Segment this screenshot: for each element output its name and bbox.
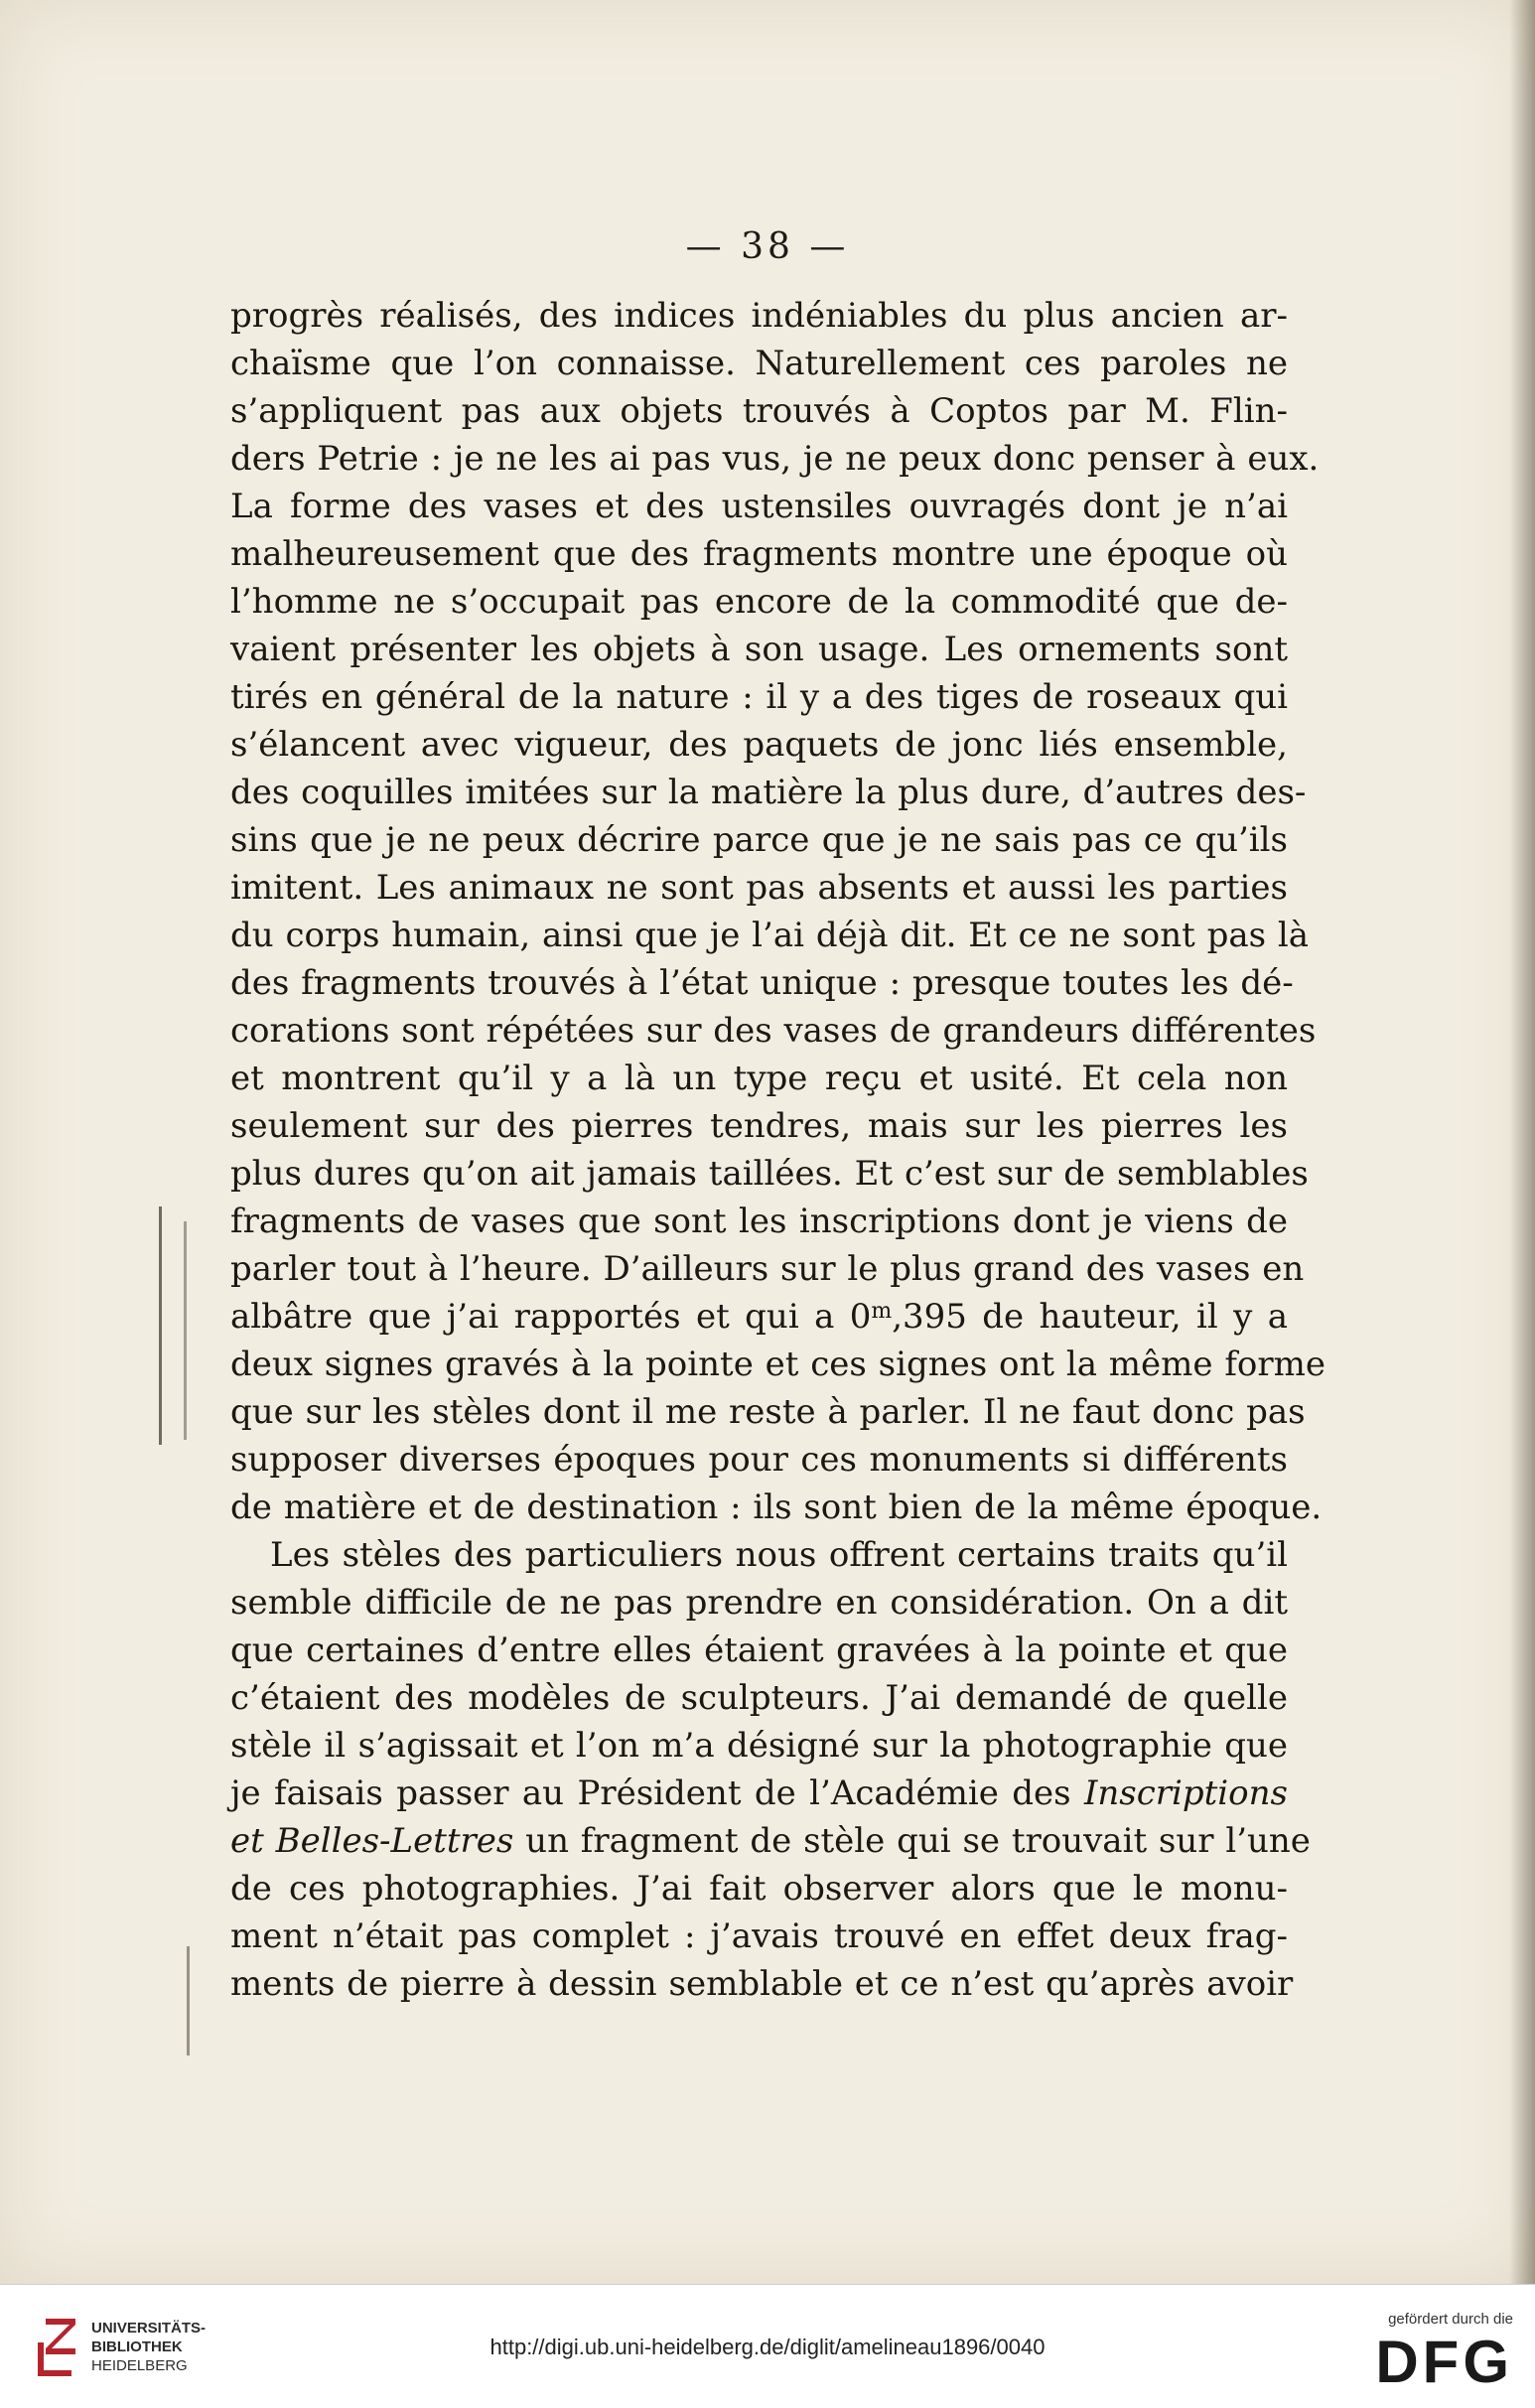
text-line: des fragments trouvés à l’état unique : presque toutes les dé- <box>230 963 1294 1003</box>
text-line: parler tout à l’heure. D’ailleurs sur le plus grand des vases en <box>230 1249 1305 1289</box>
text-line: ment n’était pas complet : j’avais trouvé en effet deux frag- <box>230 1916 1288 1956</box>
text-line: fragments de vases que sont les inscriptions dont je viens de <box>230 1202 1288 1241</box>
text-line-italic <box>230 1770 1288 1817</box>
text-line: supposer diverses époques pour ces monuments si différents <box>230 1440 1288 1480</box>
text-line: imitent. Les animaux ne sont pas absents et aussi les parties <box>230 868 1288 908</box>
text-line: l’homme ne s’occupait pas encore de la commodité que de- <box>230 582 1288 622</box>
italic-title-part1: Inscriptions <box>1083 1773 1288 1813</box>
measurement-pre: albâtre que j’ai rapportés et qui a 0 <box>230 1297 872 1337</box>
text-line: des coquilles imitées sur la matière la plus dure, d’autres des- <box>230 773 1307 812</box>
text-line: corations sont répétées sur des vases de grandeurs différentes <box>230 1011 1317 1051</box>
margin-pencil-mark <box>159 1206 162 1445</box>
page-edge-shadow <box>1509 0 1535 2284</box>
text-line: et montrent qu’il y a là un type reçu et usité. Et cela non <box>230 1059 1288 1098</box>
permalink-url[interactable]: http://digi.ub.uni-heidelberg.de/diglit/amelineau1896/0040 <box>489 2335 1046 2359</box>
measurement-post: ,395 de hauteur, il y a <box>892 1297 1288 1337</box>
text-line: que sur les stèles dont il me reste à parler. Il ne faut donc pas <box>230 1392 1306 1432</box>
text-line: seulement sur des pierres tendres, mais sur les pierres les <box>230 1106 1288 1146</box>
text-line: c’étaient des modèles de sculpteurs. J’ai demandé de quelle <box>230 1678 1288 1718</box>
library-name-line3: HEIDELBERG <box>91 2357 188 2374</box>
italic-line-post: un fragment de stèle qui se trouvait sur l’une <box>513 1821 1311 1861</box>
funding-note: gefördert durch die <box>1388 2311 1513 2328</box>
italic-title-part2: et Belles-Lettres <box>230 1821 514 1861</box>
library-name-line2: BIBLIOTHEK <box>91 2338 183 2355</box>
text-line: du corps humain, ainsi que je l’ai déjà dit. Et ce ne sont pas là <box>230 916 1310 955</box>
text-line: s’élancent avec vigueur, des paquets de jonc liés ensemble, <box>230 725 1288 765</box>
text-line-paragraph-start: Les stèles des particuliers nous offrent certains traits qu’il <box>270 1535 1288 1575</box>
text-line: plus dures qu’on ait jamais taillées. Et c’est sur de semblables <box>230 1154 1309 1194</box>
library-name-line1: UNIVERSITÄTS- <box>91 2320 207 2337</box>
text-line: progrès réalisés, des indices indéniables du plus ancien ar- <box>230 296 1288 336</box>
text-line: de ces photographies. J’ai fait observer alors que le monu- <box>230 1869 1288 1909</box>
text-line: malheureusement que des fragments montre une époque où <box>230 534 1288 574</box>
page-number: — 38 — <box>685 226 850 267</box>
text-line: s’appliquent pas aux objets trouvés à Coptos par M. Flin- <box>230 391 1288 431</box>
text-line-measurement <box>230 1293 1288 1341</box>
text-line: stèle il s’agissait et l’on m’a désigné sur la photographie que <box>230 1726 1288 1766</box>
text-line: deux signes gravés à la pointe et ces signes ont la même forme <box>230 1345 1326 1384</box>
text-line: que certaines d’entre elles étaient gravées à la pointe et que <box>230 1630 1288 1670</box>
text-line: chaïsme que l’on connaisse. Naturellement ces paroles ne <box>230 344 1288 383</box>
text-line-italic <box>230 1817 1311 1865</box>
dfg-logo: DFG <box>1375 2329 1513 2395</box>
digitization-footer <box>0 2284 1535 2408</box>
text-line: La forme des vases et des ustensiles ouvragés dont je n’ai <box>230 487 1288 526</box>
measurement-unit-superscript: m <box>871 1299 893 1324</box>
margin-pencil-mark <box>187 1946 190 2055</box>
text-line: ments de pierre à dessin semblable et ce n’est qu’après avoir <box>230 1964 1294 2004</box>
italic-line-pre: je faisais passer au Président de l’Académie des <box>230 1773 1084 1813</box>
text-line: tirés en général de la nature : il y a des tiges de roseaux qui <box>230 677 1288 717</box>
text-line-paragraph-end: de matière et de destination : ils sont bien de la même époque. <box>230 1487 1323 1527</box>
text-line: semble difficile de ne pas prendre en considération. On a dit <box>230 1583 1288 1623</box>
margin-pencil-mark <box>184 1221 187 1440</box>
text-line: sins que je ne peux décrire parce que je ne sais pas ce qu’ils <box>230 820 1288 860</box>
body-text <box>230 292 1326 2008</box>
text-line: ders Petrie : je ne les ai pas vus, je ne peux donc penser à eux. <box>230 439 1320 479</box>
text-line: vaient présenter les objets à son usage. Les ornements sont <box>230 630 1288 669</box>
